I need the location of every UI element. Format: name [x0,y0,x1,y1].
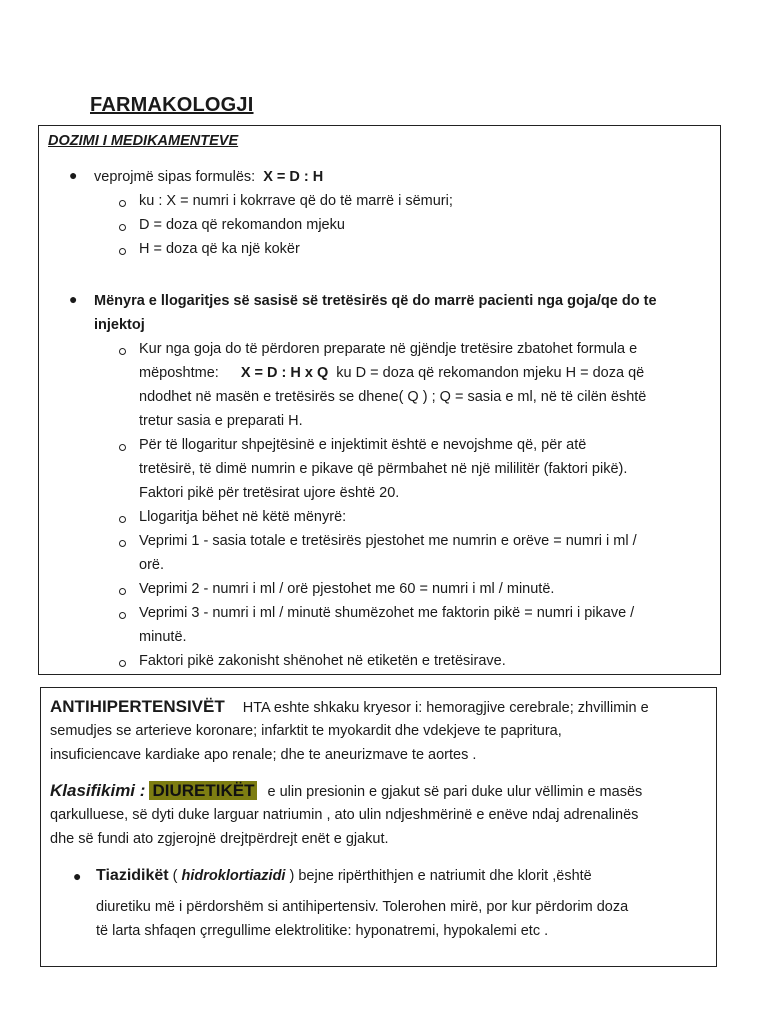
circle-bullet-icon [119,540,126,547]
bullet-dot-icon: ● [73,868,82,884]
thiazide-line1 [96,867,592,885]
formula: X = D : H [263,169,324,185]
thiazide-drug: hidroklortiazidi [181,868,286,884]
anti-intro1: HTA eshte shkaku kryesor i: hemoragjive cerebrale; zhvillimin e [242,700,649,716]
anti-title: ANTIHIPERTENSIVËT [50,697,225,716]
dosing-section [38,125,721,675]
sub6-line1: Veprimi 3 - numri i ml / minutë shumëzohet me faktorin pikë = numri i pikave / [139,605,635,621]
sub4-line2: orë. [139,557,164,573]
thiazide-name: Tiazidikët [96,867,169,884]
circle-bullet-icon [119,588,126,595]
dosing-heading: DOZIMI I MEDIKAMENTEVE [48,133,239,149]
bullet-dot-icon: ● [69,167,78,183]
formula-intro: veprojmë sipas formulës: [94,169,256,185]
thiazide-paren: ( [172,868,178,884]
circle-bullet-icon [119,224,126,231]
class-text2: qarkulluese, së dyti duke larguar natriumin , ato ulin ndjeshmërinë e enëve ndaj adrenalinës [50,807,639,823]
circle-bullet-icon [119,248,126,255]
antihypertensive-section [40,687,717,967]
sub2-line1: Për të llogaritur shpejtësinë e injektimit është e nevojshme që, për atë [139,437,587,453]
circle-bullet-icon [119,348,126,355]
anti-line1 [50,697,649,717]
thiazide-line2: diuretiku më i përdorshëm si antihipertensiv. Tolerohen mirë, por kur përdorim doza [96,899,629,915]
class-highlight: DIURETIKËT [149,781,257,800]
circle-bullet-icon [119,444,126,451]
sub1-post: ku D = doza që rekomandon mjeku H = doza që [336,365,645,381]
def-x: ku : X = numri i kokrrave që do të marrë i sëmuri; [139,193,453,209]
sub4-line1: Veprimi 1 - sasia totale e tretësirës pjestohet me numrin e orëve = numri i ml / [139,533,637,549]
circle-bullet-icon [119,660,126,667]
class-text1: e ulin presionin e gjakut së pari duke ulur vëllimin e masës [267,784,643,800]
class-label: Klasifikimi : [50,781,146,800]
sub1-line3: ndodhet në masën e tretësirës se dhene( Q ) ; Q = sasia e ml, në të cilën është [139,389,647,405]
sub1-line2 [139,365,644,381]
sub1-pre: mëposhtme: [139,365,219,381]
class-text3: dhe së fundi ato zgjerojnë drejtpërdrejt enët e gjakut. [50,831,389,847]
circle-bullet-icon [119,516,126,523]
page-title: FARMAKOLOGJI [90,94,254,116]
def-h: H = doza që ka një kokër [139,241,300,257]
sub6-line2: minutë. [139,629,187,645]
sub1-formula: X = D : H x Q [240,365,329,381]
circle-bullet-icon [119,612,126,619]
class-line1 [50,781,642,801]
def-d: D = doza që rekomandon mjeku [139,217,345,233]
anti-intro3: insuficiencave kardiake apo renale; dhe te aneurizmave te aortes . [50,747,477,763]
sub5: Veprimi 2 - numri i ml / orë pjestohet me 60 = numri i ml / minutë. [139,581,555,597]
sub3: Llogaritja bëhet në këtë mënyrë: [139,509,347,525]
thiazide-line3: të larta shfaqen çrregullime elektrolitike: hyponatremi, hypokalemi etc . [96,923,549,939]
sub7: Faktori pikë zakonisht shënohet në etiketën e tretësirave. [139,653,506,669]
sub2-line2: tretësirë, të dimë numrin e pikave që përmbahet në një mililitër (faktori pikë). [139,461,628,477]
anti-intro2: semudjes se arterieve koronare; infarktit te myokardit dhe vdekjeve te papritura, [50,723,562,739]
method-heading: Mënyra e llogaritjes së sasisë së tretësirës që do marrë pacienti nga goja/qe do te [94,293,657,309]
formula-line [94,169,323,185]
sub1-line4: tretur sasia e preparati H. [139,413,303,429]
sub2-line3: Faktori pikë për tretësirat ujore është 20. [139,485,400,501]
sub1-line1: Kur nga goja do të përdoren preparate në gjëndje tretësire zbatohet formula e [139,341,638,357]
method-heading-cont: injektoj [94,317,145,333]
bullet-dot-icon: ● [69,291,78,307]
circle-bullet-icon [119,200,126,207]
thiazide-text1: ) bejne ripërthithjen e natriumit dhe klorit ,është [289,868,592,884]
